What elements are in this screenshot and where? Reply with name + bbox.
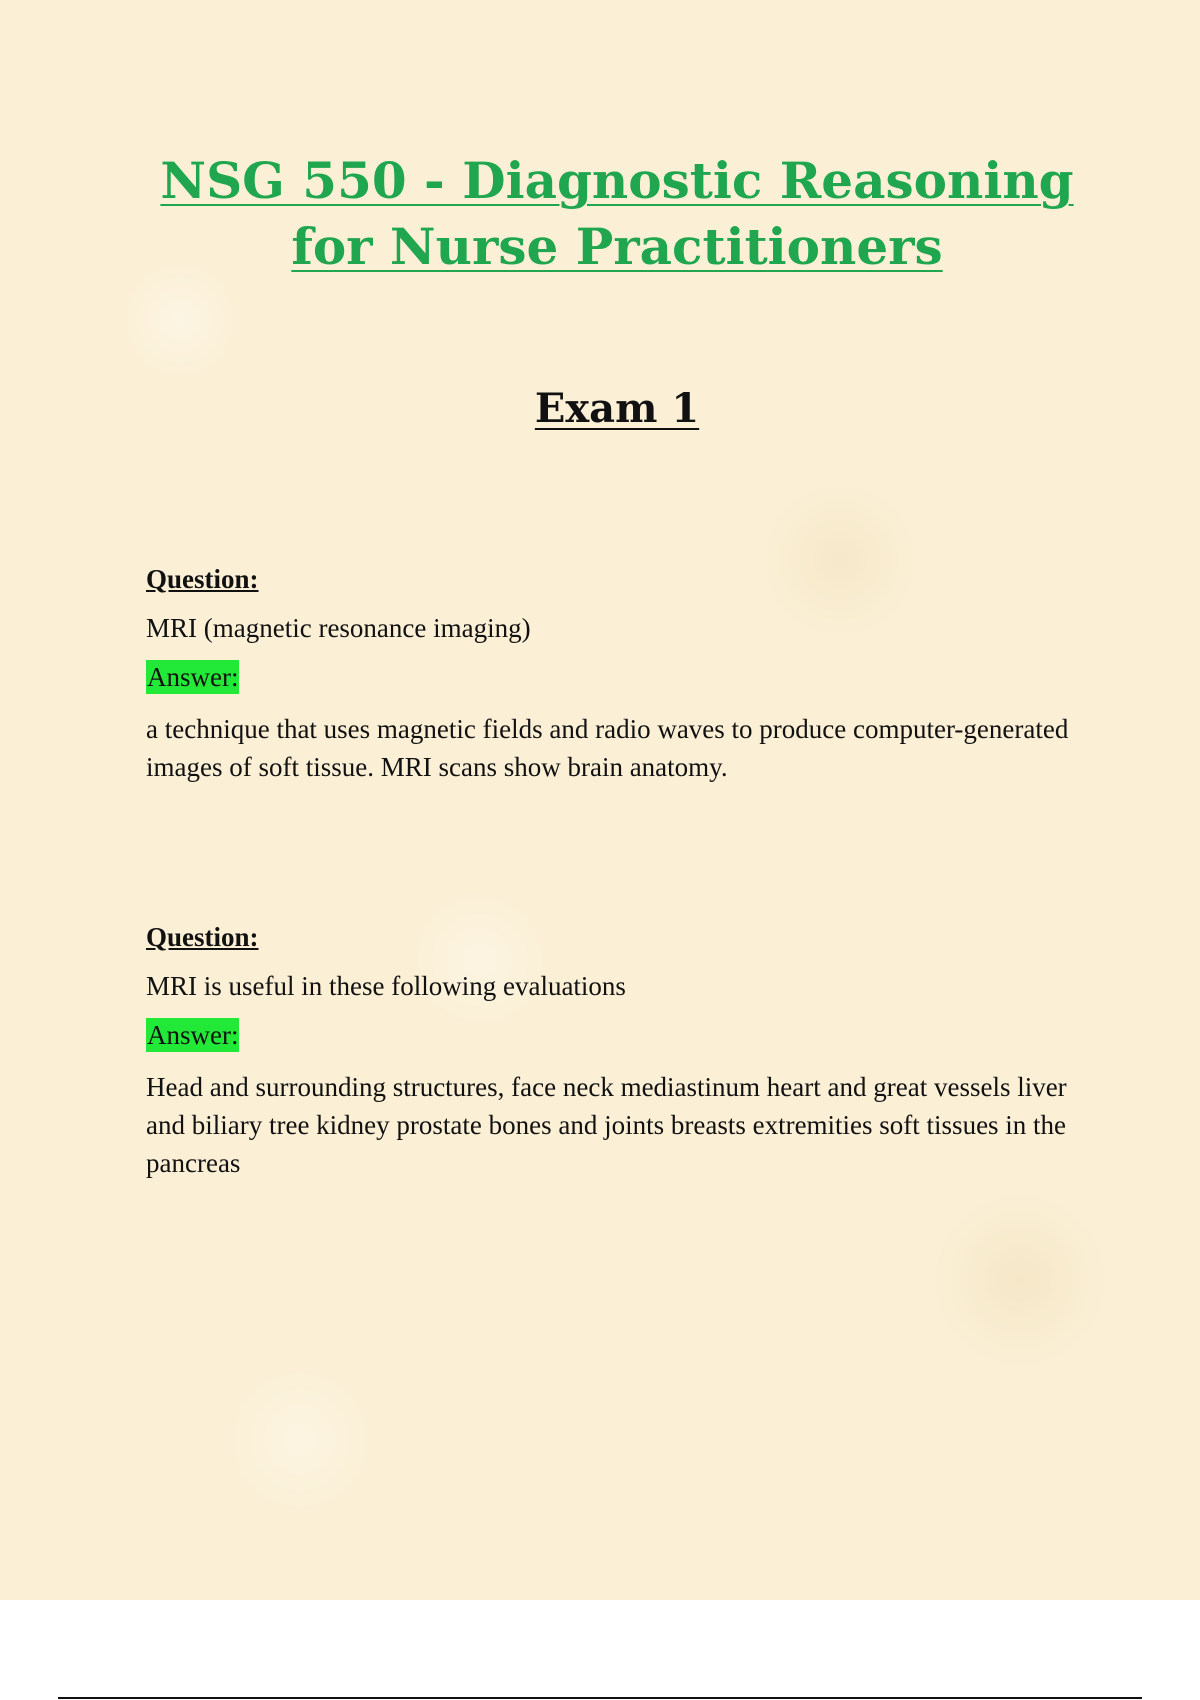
document-title-line-2: for Nurse Practitioners <box>291 217 943 276</box>
question-text: MRI is useful in these following evaluations <box>146 971 626 1001</box>
document-title <box>0 148 1200 280</box>
answer-text: a technique that uses magnetic fields and radio waves to produce computer-generated images of soft tissue. MRI scans show brain anatomy. <box>146 714 1069 782</box>
question-label: Question: <box>146 564 259 594</box>
question-text: MRI (magnetic resonance imaging) <box>146 613 531 643</box>
qa-item-2 <box>146 920 1086 1182</box>
qa-item-1 <box>146 562 1086 786</box>
answer-label: Answer: <box>147 662 239 692</box>
answer-text: Head and surrounding structures, face neck mediastinum heart and great vessels liver and biliary tree kidney prostate bones and joints breasts extremities soft tissues in the pancreas <box>146 1072 1067 1178</box>
document-title-line-1: NSG 550 - Diagnostic Reasoning <box>160 151 1074 210</box>
question-label: Question: <box>146 922 259 952</box>
footer-divider <box>58 1697 1142 1699</box>
answer-label: Answer: <box>147 1020 239 1050</box>
exam-heading <box>0 384 1200 434</box>
exam-heading-text: Exam 1 <box>534 385 700 432</box>
